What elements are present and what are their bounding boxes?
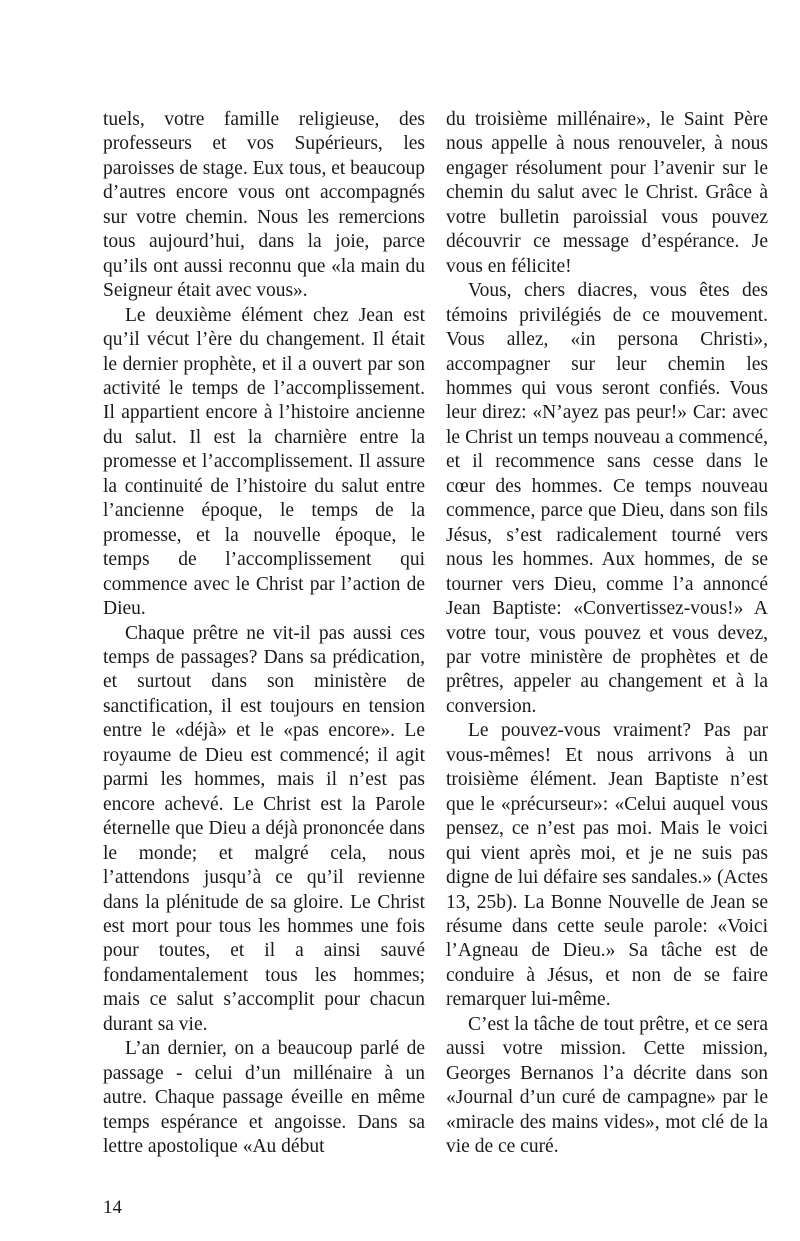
paragraph: tuels, votre famille religieuse, des professeurs et vos Supérieurs, les paroisses de stage. Eux tous, et beaucoup d’autres encore vous ont accompagnés sur votre chemin. Nous les remercions tous aujourd’hui, dans la joie, parce qu’ils ont aussi reconnu que «la main du Seigneur était avec vous». bbox=[103, 109, 425, 302]
paragraph: Chaque prêtre ne vit-il pas aussi ces temps de passages? Dans sa prédication, et surtout dans son ministère de sanctification, il est toujours en tension entre le «déjà» et le «pas encore». Le royaume de Dieu est commencé; il agit parmi les hommes, mais il n’est pas encore achevé. Le Christ est la Parole éternelle que Dieu a déjà prononcée dans le monde; et malgré cela, nous l’attendons jusqu’à ce qu’il revienne dans la plénitude de sa gloire. Le Christ est mort pour tous les hommes une fois pour toutes, et il a ainsi sauvé fondamentalement tous les hommes; mais ce salut s’accomplit pour chacun durant sa vie. bbox=[103, 622, 425, 1035]
paragraph: L’an dernier, on a beaucoup parlé de passage - celui d’un millénaire à un autre. Chaque passage éveille en même temps espérance et angoisse. Dans sa lettre apostolique «Au début bbox=[103, 1038, 425, 1158]
paragraph: Le deuxième élément chez Jean est qu’il vécut l’ère du changement. Il était le dernier prophète, et il a ouvert par son activité le temps de l’accomplissement. Il appartient encore à l’histoire ancienne du salut. Il est la charnière entre la promesse et l’accomplissement. Il assure la continuité de l’histoire du salut entre l’ancienne époque, le temps de la promesse, et la nouvelle époque, le temps de l’accomplissement qui commence avec le Christ par l’action de Dieu. bbox=[103, 304, 425, 620]
paragraph: C’est la tâche de tout prêtre, et ce sera aussi votre mission. Cette mission, Georges Bernanos l’a décrite dans son «Journal d’un curé de campagne» par le «miracle des mains vides», mot clé de la vie de ce curé. bbox=[446, 1013, 768, 1158]
right-text-column bbox=[446, 108, 768, 1159]
paragraph: Le pouvez-vous vraiment? Pas par vous-mêmes! Et nous arrivons à un troisième élément. Jean Baptiste n’est que le «précurseur»: «Celui auquel vous pensez, ce n’est pas moi. Mais le voici qui vient après moi, et je ne suis pas digne de lui défaire ses sandales.» (Actes 13, 25b). La Bonne Nouvelle de Jean se résume dans cette seule parole: «Voici l’Agneau de Dieu.» Sa tâche est de conduire à Jésus, et non de se faire remarquer lui-même. bbox=[446, 720, 768, 1011]
page-number: 14 bbox=[103, 1197, 122, 1218]
paragraph: du troisième millénaire», le Saint Père nous appelle à nous renouveler, à nous engager résolument pour l’avenir sur le chemin du salut avec le Christ. Grâce à votre bulletin paroissial vous pouvez découvrir ce message d’espérance. Je vous en félicite! bbox=[446, 109, 768, 277]
paragraph: Vous, chers diacres, vous êtes des témoins privilégiés de ce mouvement. Vous allez, «in persona Christi», accompagner sur leur chemin les hommes qui vous seront confiés. Vous leur direz: «N’ayez pas peur!» Car: avec le Christ un temps nouveau a commencé, et il recommence sans cesse dans le cœur des hommes. Ce temps nouveau commence, parce que Dieu, dans son fils Jésus, s’est radicalement tourné vers nous les hommes. Aux hommes, de se tourner vers Dieu, comme l’a annoncé Jean Baptiste: «Convertissez-vous!» A votre tour, vous pouvez et vous devez, par votre ministère de prophètes et de prêtres, appeler au changement et à la conversion. bbox=[446, 280, 768, 717]
left-text-column bbox=[103, 108, 425, 1159]
